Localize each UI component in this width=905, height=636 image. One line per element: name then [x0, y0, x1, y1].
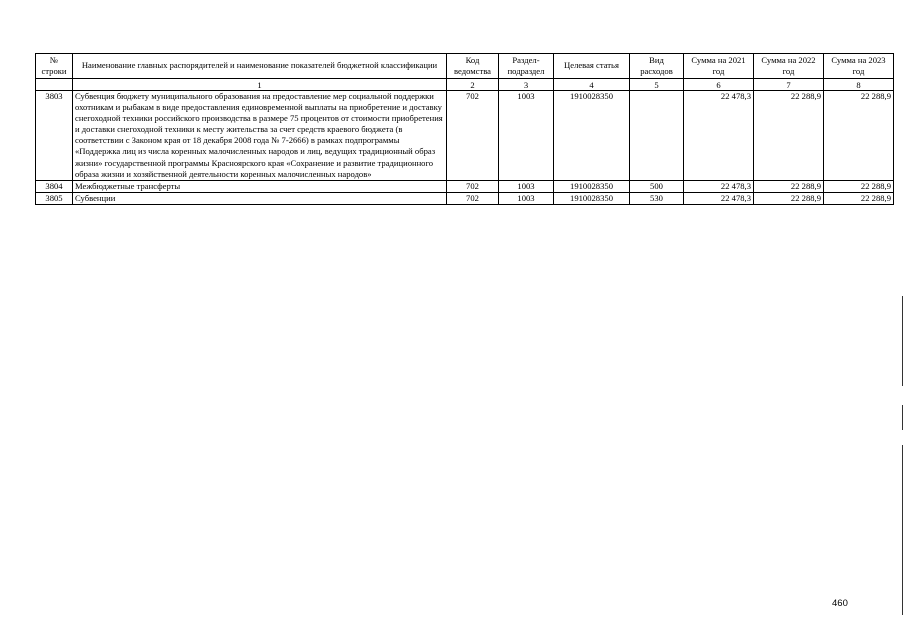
- column-number: 2: [447, 79, 499, 91]
- expense-type: 530: [630, 192, 684, 204]
- header-name: Наименование главных распорядителей и наименование показателей бюджетной классификации: [73, 54, 447, 79]
- ministry-code: 702: [447, 192, 499, 204]
- header-ministry-code: Код ведомства: [447, 54, 499, 79]
- header-expense-type: Вид расходов: [630, 54, 684, 79]
- sum-2022: 22 288,9: [754, 192, 824, 204]
- row-name: Субвенции: [73, 192, 447, 204]
- row-number: 3803: [36, 91, 73, 181]
- expense-type: 500: [630, 180, 684, 192]
- row-name: Субвенция бюджету муниципального образования на предоставление мер социальной поддержки охотникам и рыбакам в виде предоставления единовременной выплаты на приобретение и доставку снегоходной техники российского производства в размере 75 процентов от стоимости приобретения и доставки снегоходной техники к месту жительства за счет средств краевого бюджета (в соответствии с Законом края от 18 декабря 2008 года № 7-2666) в рамках подпрограммы «Поддержка лиц из числа коренных малочисленных народов и лиц, ведущих традиционный образ жизни» государственной программы Красноярского края «Сохранение и развитие традиционного образа жизни и хозяйственной деятельности коренных малочисленных народов»: [73, 91, 447, 181]
- ministry-code: 702: [447, 180, 499, 192]
- column-number: 4: [554, 79, 630, 91]
- target-code: 1910028350: [554, 91, 630, 181]
- scan-edge-mark: [902, 405, 903, 430]
- section-code: 1003: [499, 91, 554, 181]
- column-number: 5: [630, 79, 684, 91]
- target-code: 1910028350: [554, 192, 630, 204]
- ministry-code: 702: [447, 91, 499, 181]
- expense-type: [630, 91, 684, 181]
- sum-2023: 22 288,9: [824, 192, 894, 204]
- section-code: 1003: [499, 180, 554, 192]
- row-name: Межбюджетные трансферты: [73, 180, 447, 192]
- column-number: 7: [754, 79, 824, 91]
- column-number: 6: [684, 79, 754, 91]
- table-row: [36, 91, 894, 181]
- header-sum-2023: Сумма на 2023 год: [824, 54, 894, 79]
- sum-2021: 22 478,3: [684, 180, 754, 192]
- column-number-row: [36, 79, 894, 91]
- sum-2022: 22 288,9: [754, 91, 824, 181]
- table-row: [36, 192, 894, 204]
- scan-edge-mark: [902, 296, 903, 386]
- sum-2021: 22 478,3: [684, 192, 754, 204]
- table-row: [36, 180, 894, 192]
- section-code: 1003: [499, 192, 554, 204]
- column-number: 3: [499, 79, 554, 91]
- row-number: 3804: [36, 180, 73, 192]
- header-target: Целевая статья: [554, 54, 630, 79]
- page-number: 460: [832, 598, 848, 609]
- budget-table: [35, 53, 894, 205]
- scan-edge-mark: [902, 445, 903, 615]
- row-number: 3805: [36, 192, 73, 204]
- sum-2023: 22 288,9: [824, 180, 894, 192]
- sum-2023: 22 288,9: [824, 91, 894, 181]
- header-row-no: № строки: [36, 54, 73, 79]
- header-sum-2021: Сумма на 2021 год: [684, 54, 754, 79]
- column-number: 8: [824, 79, 894, 91]
- column-number: [36, 79, 73, 91]
- column-number: 1: [73, 79, 447, 91]
- sum-2021: 22 478,3: [684, 91, 754, 181]
- header-section: Раздел-подраздел: [499, 54, 554, 79]
- header-row: [36, 54, 894, 79]
- header-sum-2022: Сумма на 2022 год: [754, 54, 824, 79]
- sum-2022: 22 288,9: [754, 180, 824, 192]
- target-code: 1910028350: [554, 180, 630, 192]
